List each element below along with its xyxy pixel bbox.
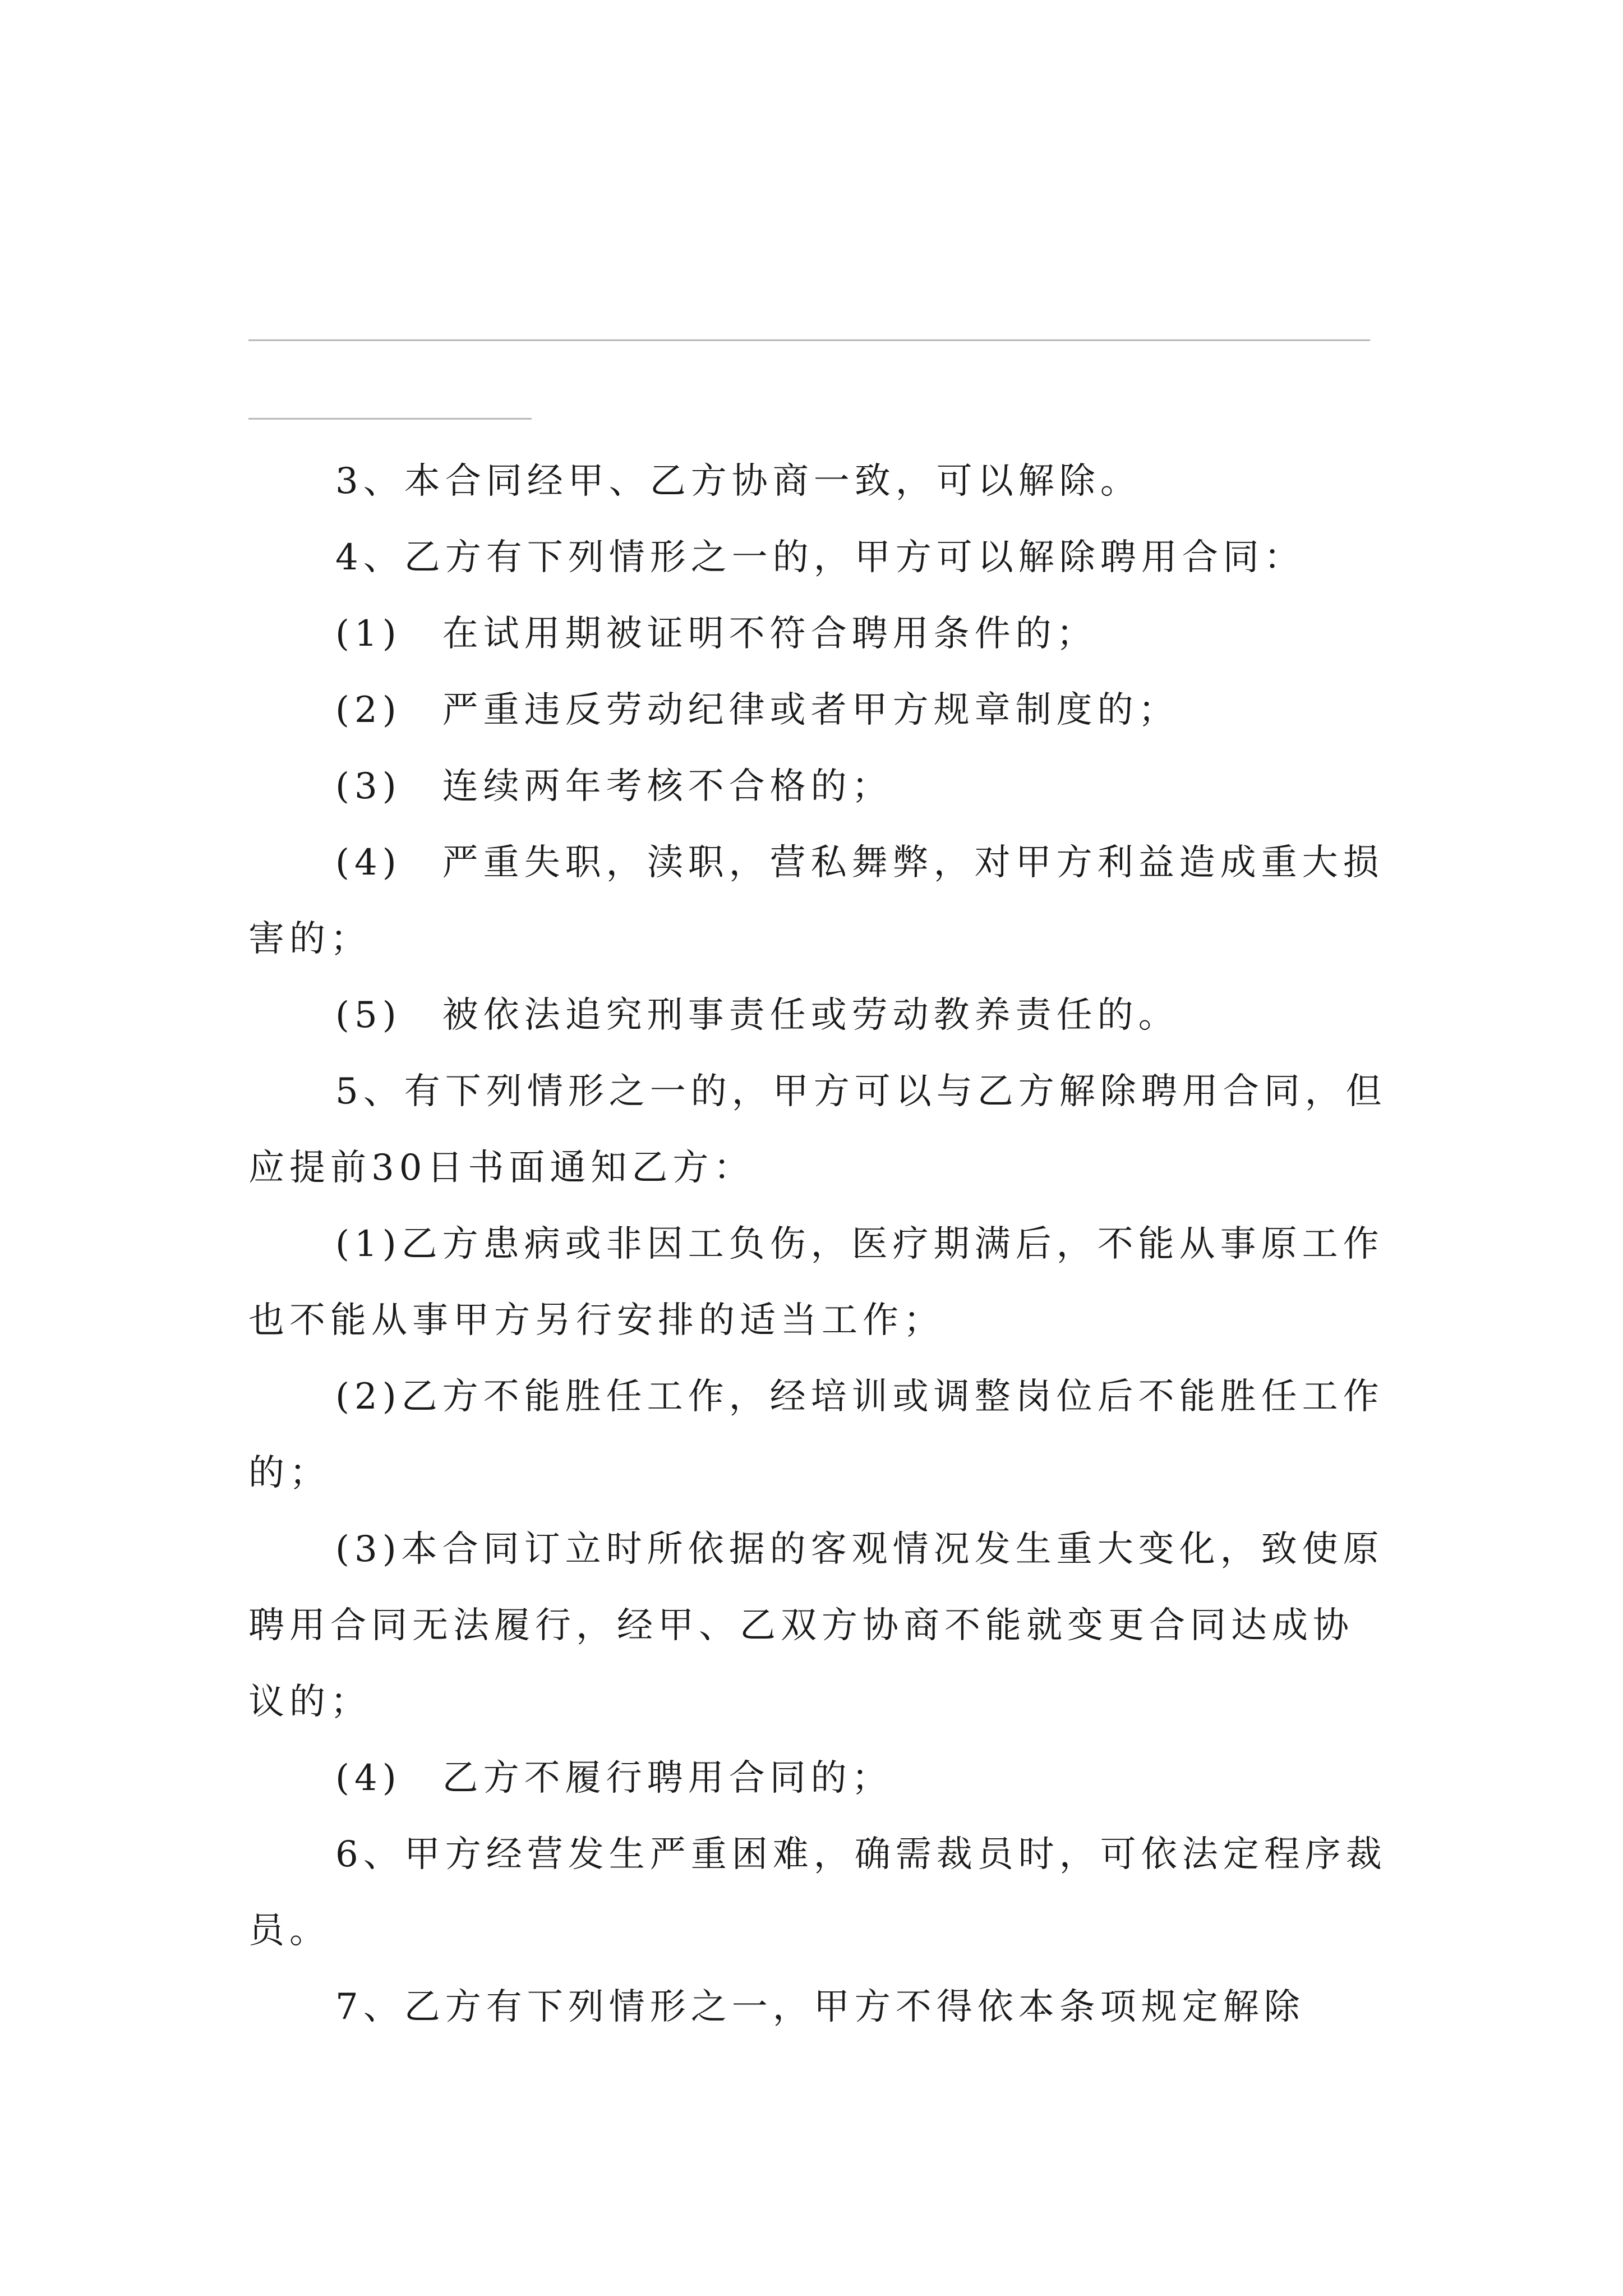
clause-4-item-5: (5) 被依法追究刑事责任或劳动教养责任的。 <box>335 995 1179 1036</box>
clause-4-item-1: (1) 在试用期被证明不符合聘用条件的； <box>335 613 1098 655</box>
clause-4-item-2: (2) 严重违反劳动纪律或者甲方规章制度的； <box>335 689 1179 731</box>
clause-5-item-2: (2)乙方不能胜任工作，经培训或调整岗位后不能胜任工作的； <box>248 1376 1384 1494</box>
clause-5-item-4: (4) 乙方不履行聘用合同的； <box>335 1757 893 1799</box>
clause-3: 3、本合同经甲、乙方协商一致，可以解除。 <box>335 461 1141 502</box>
clause-5-item-3: (3)本合同订立时所依据的客观情况发生重大变化，致使原聘用合同无法履行，经甲、乙双方协商不能就变更合同达成协议的； <box>248 1529 1384 1723</box>
clause-4: 4、乙方有下列情形之一的，甲方可以解除聘用合同： <box>335 537 1305 578</box>
clause-5-item-1: (1)乙方患病或非因工负伤，医疗期满后，不能从事原工作也不能从事甲方另行安排的适当工作； <box>248 1223 1384 1341</box>
clause-6: 6、甲方经营发生严重困难，确需裁员时，可依法定程序裁员。 <box>248 1834 1387 1952</box>
clause-4-item-3: (3) 连续两年考核不合格的； <box>335 766 893 807</box>
contract-body <box>248 443 1387 2045</box>
clause-7: 7、乙方有下列情形之一，甲方不得依本条项规定解除 <box>335 1986 1305 2028</box>
clause-5: 5、有下列情形之一的，甲方可以与乙方解除聘用合同，但应提前30日书面通知乙方： <box>248 1071 1387 1189</box>
clause-4-item-4: (4) 严重失职，渎职，营私舞弊，对甲方利益造成重大损害的； <box>248 842 1384 960</box>
header-divider-line <box>248 339 1370 341</box>
short-divider-line <box>248 418 532 420</box>
